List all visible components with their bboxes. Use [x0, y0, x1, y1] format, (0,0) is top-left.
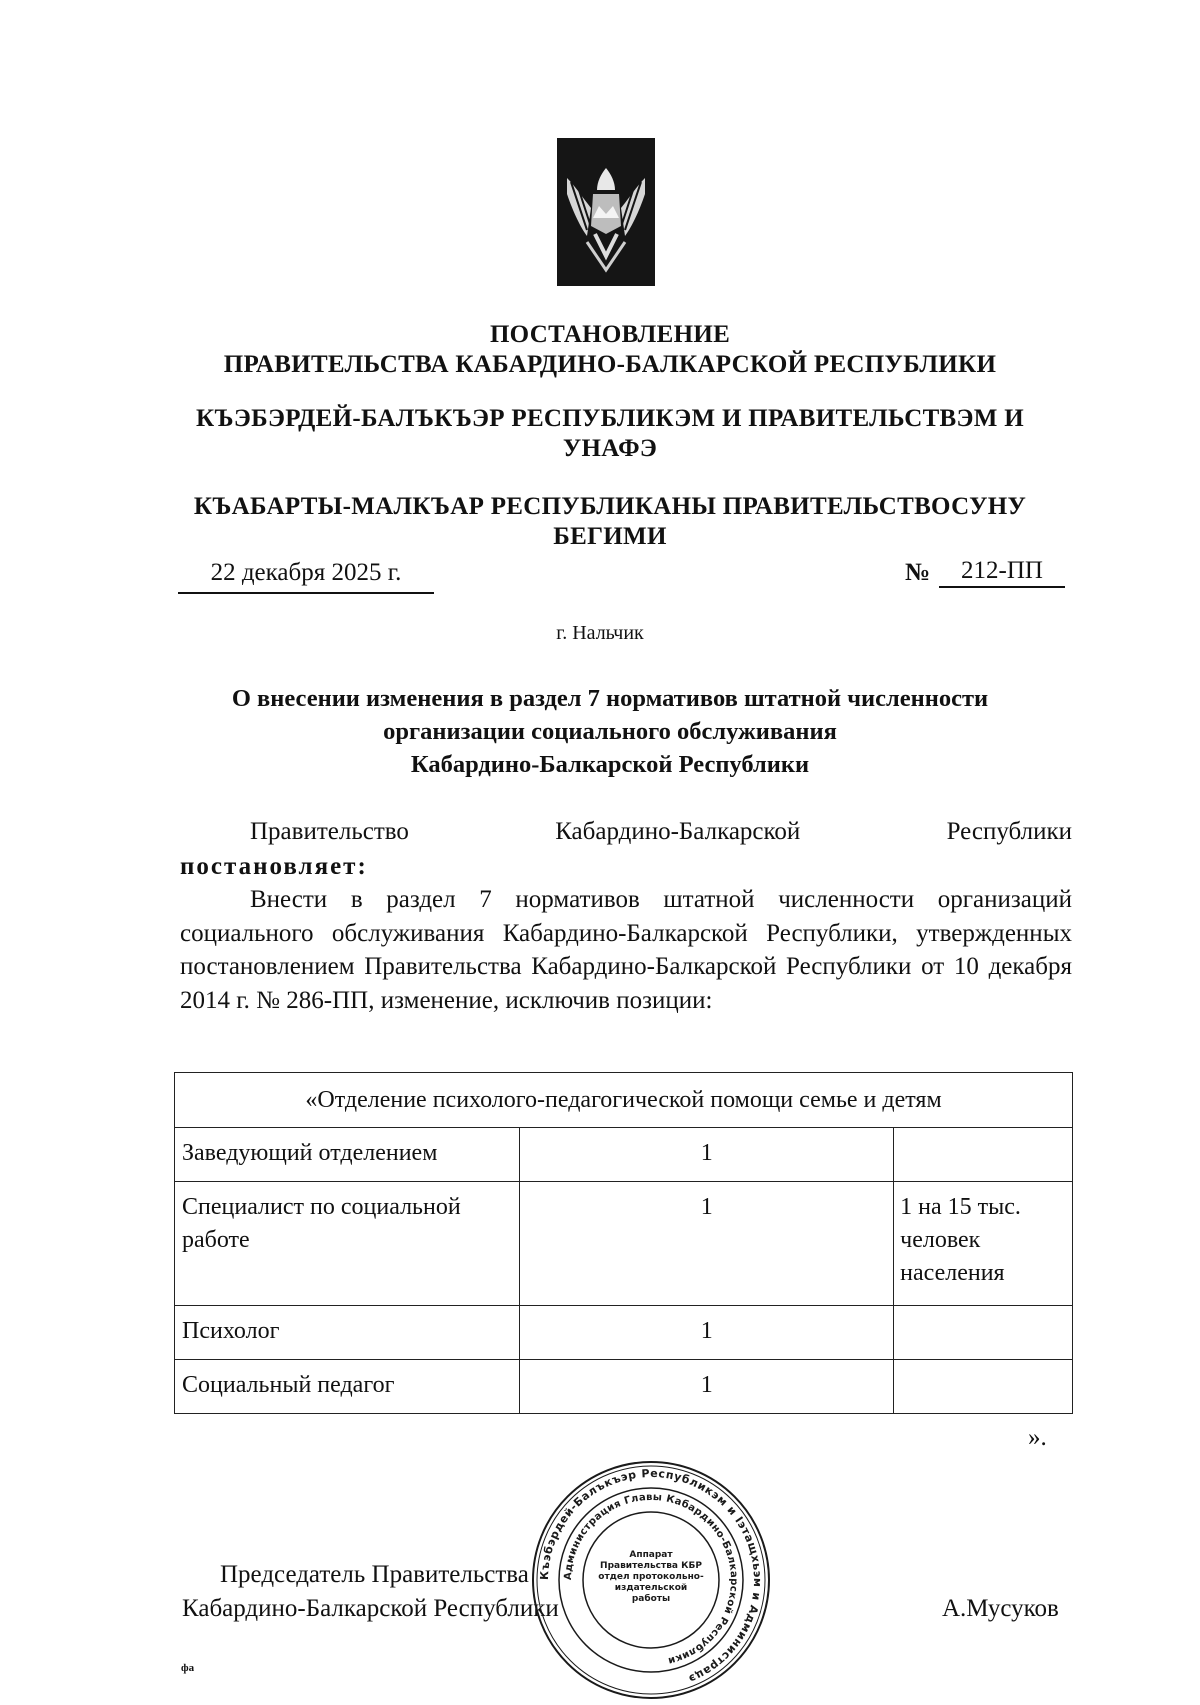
- table-section-title: «Отделение психолого-педагогической помощи семье и детям: [175, 1073, 1073, 1128]
- coat-of-arms-emblem: [557, 138, 655, 286]
- header-kabardian-line2: УНАФЭ: [562, 435, 658, 462]
- table-cell-norm: [894, 1360, 1073, 1414]
- header-balkar-line1: КЪАБАРТЫ-МАЛКЪАР РЕСПУБЛИКАНЫ ПРАВИТЕЛЬСТВОСУНУ: [193, 493, 1027, 520]
- table-cell-position: Специалист по социальной работе: [175, 1182, 520, 1306]
- table-cell-position: Психолог: [175, 1306, 520, 1360]
- subject-line3: Кабардино-Балкарской Республики: [410, 751, 810, 778]
- preamble-word2: Кабардино-Балкарской: [555, 818, 801, 845]
- table-row: [175, 1306, 1073, 1360]
- header-balkar: [150, 492, 1070, 552]
- signatory-position-line1: Председатель Правительства: [220, 1561, 529, 1588]
- subject-line2: организации социального обслуживания: [383, 718, 837, 745]
- header-subtitle-line: ПРАВИТЕЛЬСТВА КАБАРДИНО-БАЛКАРСКОЙ РЕСПУБЛИКИ: [223, 351, 997, 378]
- table-cell-count: 1: [520, 1182, 894, 1306]
- number-sign: №: [905, 559, 931, 586]
- table-cell-norm: 1 на 15 тыс. человек населения: [894, 1182, 1073, 1306]
- closing-quote: ».: [1028, 1424, 1047, 1451]
- city: г. Нальчик: [556, 622, 644, 644]
- executor-mark: фа: [181, 1662, 195, 1674]
- table-row: [175, 1360, 1073, 1414]
- preamble-line: [180, 815, 1072, 849]
- header-kabardian: [150, 404, 1070, 464]
- decree-number: 212-ПП: [939, 556, 1065, 588]
- preamble-word1: Правительство: [250, 818, 409, 845]
- stamp-outer-text: Къэбэрдей-Балъкъэр Республикэм и Iэтащхьэм и Администрацэ: [537, 1466, 765, 1686]
- table-row: [175, 1182, 1073, 1306]
- decree-word: постановляет:: [180, 853, 368, 880]
- staff-table: [174, 1072, 1073, 1414]
- signatory-position-line2: Кабардино-Балкарской Республики: [182, 1595, 559, 1622]
- table-cell-position: Социальный педагог: [175, 1360, 520, 1414]
- stamp-center-text: Аппарат Правительства КБР отдел протокольно-издательской работы: [598, 1550, 704, 1604]
- decree-subject: [150, 682, 1070, 781]
- signatory-name: А.Мусуков: [942, 1595, 1059, 1622]
- header-balkar-line2: БЕГИМИ: [553, 523, 667, 550]
- table-cell-norm: [894, 1306, 1073, 1360]
- header-russian: [150, 320, 1070, 380]
- table-row: [175, 1128, 1073, 1182]
- decree-date: 22 декабря 2025 г.: [178, 556, 434, 594]
- stamp-middle-text: Администрация Главы Кабардино-Балкарской Республики: [562, 1491, 740, 1667]
- preamble-word3: Республики: [946, 818, 1072, 845]
- subject-line1: О внесении изменения в раздел 7 нормативов штатной численности: [231, 685, 989, 712]
- body-paragraph: Внести в раздел 7 нормативов штатной численности организаций социального обслуживания Кабардино-Балкарской Республики, утвержденных постановлением Правительства Кабардино-Балкарской Республики от 10 декабря 2014 г. № 286-ПП, изменение, исключив позиции:: [180, 886, 1072, 1014]
- table-cell-norm: [894, 1128, 1073, 1182]
- header-title-line: ПОСТАНОВЛЕНИЕ: [489, 321, 731, 348]
- table-section-row: [175, 1073, 1073, 1128]
- table-cell-position: Заведующий отделением: [175, 1128, 520, 1182]
- official-seal-stamp: [526, 1455, 776, 1705]
- table-cell-count: 1: [520, 1360, 894, 1414]
- table-cell-count: 1: [520, 1306, 894, 1360]
- table-cell-count: 1: [520, 1128, 894, 1182]
- header-kabardian-line1: КЪЭБЭРДЕЙ-БАЛЪКЪЭР РЕСПУБЛИКЭМ И ПРАВИТЕЛЬСТВЭМ И: [196, 405, 1024, 432]
